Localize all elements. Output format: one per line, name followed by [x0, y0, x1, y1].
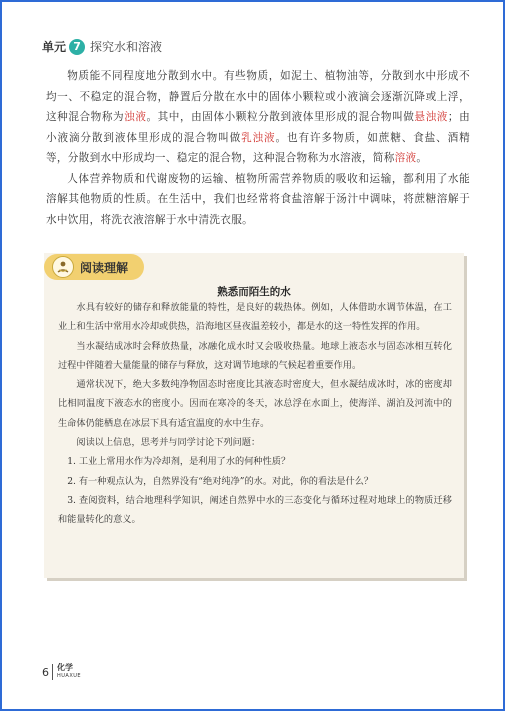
page-footer	[42, 664, 81, 680]
text-segment: 物质能不同程度地分散到水中。有些物质，如泥土、植物油等，分散到水中形成不均一、不稳定的混合物，静置后分散在水中的固体小颗粒或小液滴会逐渐沉降或上浮，这种混合物称为	[46, 70, 470, 123]
unit-title: 探究水和溶液	[90, 40, 163, 54]
text-segment: 。也有许多物质，如蔗糖、食盐、酒精等，分散到水中形成均一、稳定的混合物，这种混合物称为水溶液，简称	[46, 131, 470, 164]
paragraph-1	[46, 66, 470, 169]
reading-intro: 阅读以上信息，思考并与同学讨论下列问题：	[76, 437, 261, 449]
term-emulsion: 乳浊液	[241, 131, 276, 144]
question-2: 2. 有一种观点认为，自然界没有“绝对纯净”的水。对此，你的看法是什么？	[67, 475, 374, 487]
reading-tag-label: 阅读理解	[80, 260, 129, 275]
subject-brand	[57, 664, 81, 680]
subject-name: 化学	[57, 663, 73, 672]
term-suspension: 悬浊液	[414, 111, 448, 123]
reading-tag	[44, 254, 144, 280]
unit-header	[42, 38, 162, 55]
reading-title: 熟悉而陌生的水	[217, 286, 291, 298]
unit-number-badge: 7	[69, 39, 85, 55]
paragraph-2: 人体营养物质和代谢废物的运输、植物所需营养物质的吸收和运输，都利用了水能溶解其他物质的性质。在生活中，我们也经常将食盐溶解于汤汁中调味，将蔗糖溶解于水中饮用，将洗衣液溶解于水中清洗衣服。	[46, 172, 470, 226]
footer-divider	[52, 664, 53, 680]
question-3: 3. 查阅资料，结合地理科学知识，阐述自然界中水的三态变化与循环过程对地球上的物质迁移和能量转化的意义。	[58, 494, 452, 526]
text-segment: ；由小液滴分散到液体里形成的混合物叫做	[46, 111, 470, 144]
text-segment: 。	[416, 152, 428, 164]
term-turbid-liquid: 浊液	[124, 111, 147, 123]
unit-label: 单元	[42, 40, 67, 54]
book-reader-icon	[52, 256, 74, 278]
reading-paragraph-3: 通常状况下，绝大多数纯净物固态时密度比其液态时密度大，但水凝结成冰时，冰的密度却比相同温度下液态水的密度小。因而在寒冷的冬天，冰总浮在水面上，使海洋、湖泊及河流中的生命体仍能栖息在冰层下具有适宜温度的水中生存。	[58, 379, 452, 429]
main-text	[46, 66, 470, 230]
subject-name-pinyin: HUAXUE	[57, 673, 82, 679]
term-solution: 溶液	[394, 152, 417, 164]
question-1: 1. 工业上常用水作为冷却剂，是利用了水的何种性质？	[67, 456, 291, 468]
reading-text	[58, 298, 452, 530]
page-number: 6	[42, 665, 49, 679]
text-segment: 。其中，由固体小颗粒分散到液体里形成的混合物叫做	[146, 111, 415, 123]
reading-paragraph-2: 当水凝结成冰时会释放热量，冰融化成水时又会吸收热量。地球上液态水与固态冰相互转化过程中伴随着大量能量的储存与释放，这对调节地球的气候起着重要作用。	[58, 340, 452, 371]
reading-paragraph-1: 水具有较好的储存和释放能量的特性，是良好的载热体。例如，人体借助水调节体温，在工业上和生活中常用水冷却或供热，沿海地区昼夜温差较小，都是水的这一特性发挥的作用。	[58, 302, 452, 333]
